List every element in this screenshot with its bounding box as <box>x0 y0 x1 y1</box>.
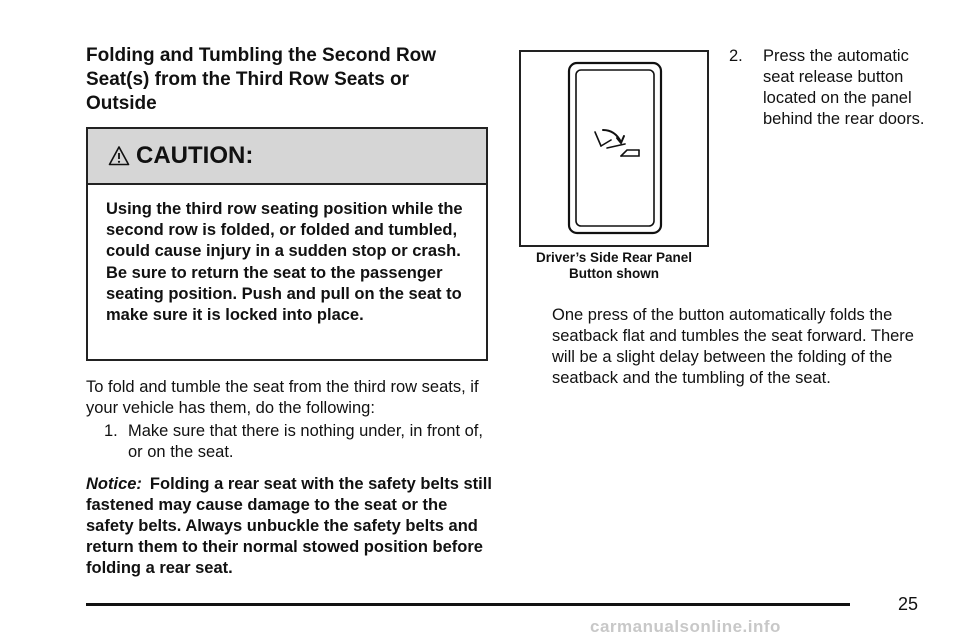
caution-header <box>88 129 486 185</box>
step-1-text: Make sure that there is nothing under, in front of, or on the seat. <box>128 422 483 461</box>
rear-panel-illustration <box>521 52 707 245</box>
figure-frame <box>519 50 709 247</box>
press-paragraph: One press of the button automatically folds the seatback flat and tumbles the seat forward. There will be a slight delay between the folding of the seatback and the tumbling of the seat. <box>552 306 914 387</box>
footer-rule <box>86 603 850 606</box>
step-1-number: 1. <box>104 422 118 440</box>
figure-caption: Driver’s Side Rear Panel Button shown <box>535 250 693 281</box>
notice-paragraph <box>86 474 496 579</box>
intro-paragraph: To fold and tumble the seat from the third row seats, if your vehicle has them, do the following: <box>86 378 479 417</box>
step-2-text: Press the automatic seat release button located on the panel behind the rear doors. <box>763 47 925 128</box>
caution-title: CAUTION: <box>136 142 254 169</box>
step-2-number: 2. <box>729 47 743 65</box>
warning-triangle-icon <box>108 145 130 167</box>
page-number: 25 <box>898 594 919 614</box>
notice-label: Notice: <box>86 475 142 493</box>
watermark: carmanualsonline.info <box>590 617 781 636</box>
section-heading: Folding and Tumbling the Second Row Seat(s) from the Third Row Seats or Outside <box>86 45 437 114</box>
notice-text: Folding a rear seat with the safety belts still fastened may cause damage to the seat or the safety belts. Always unbuckle the safety belts and return them to their normal stowed position before folding a rear seat. <box>86 475 492 577</box>
caution-text: Using the third row seating position while the second row is folded, or folded and tumbled, could cause injury in a sudden stop or crash. Be sure to return the seat to the passenger seating position. Push and pull on the seat to make sure it is locked into place. <box>106 200 463 325</box>
caution-box <box>86 127 488 361</box>
seat-fold-button-icon <box>595 130 639 156</box>
